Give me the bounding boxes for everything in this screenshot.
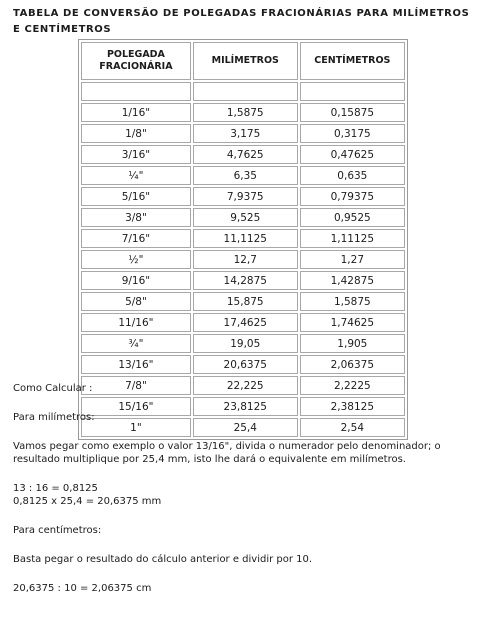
header-fractional-inch-line1: POLEGADA [106,49,165,60]
mm-step-2: 0,8125 x 25,4 = 20,6375 mm [13,496,162,507]
header-millimeters: MILÍMETROS [193,42,298,80]
table-cell-empty [300,82,405,101]
header-fractional-inch [81,42,191,80]
cell-millimeters: 3,175 [193,124,298,143]
cell-fraction: 3/8" [81,208,191,227]
cell-millimeters: 17,4625 [193,313,298,332]
header-fractional-inch-line2: FRACIONÁRIA [99,61,173,72]
cell-centimeters: 0,3175 [300,124,405,143]
mm-explanation: Vamos pegar como exemplo o valor 13/16", divida o numerador pelo denominador; o resultado multiplique por 25,4 mm, isto lhe dará o equivalente em milímetros. [13,441,441,465]
table-row [81,229,405,248]
cell-fraction: 3/16" [81,145,191,164]
cell-centimeters: 1,74625 [300,313,405,332]
cell-centimeters: 2,38125 [300,397,405,416]
cell-centimeters: 1,42875 [300,271,405,290]
table-empty-row [81,82,405,101]
cell-millimeters: 19,05 [193,334,298,353]
cell-fraction: 5/16" [81,187,191,206]
cell-fraction: ¾" [81,334,191,353]
table-row [81,145,405,164]
conversion-table [78,39,408,440]
table-row [81,313,405,332]
table-row [81,292,405,311]
page-title: TABELA DE CONVERSÃO DE POLEGADAS FRACIONÁRIAS PARA MILÍMETROS E CENTÍMETROS [13,8,470,35]
cell-fraction: 1/8" [81,124,191,143]
cell-millimeters: 22,225 [193,376,298,395]
cell-centimeters: 0,9525 [300,208,405,227]
cell-centimeters: 2,06375 [300,355,405,374]
cell-centimeters: 1,27 [300,250,405,269]
cell-fraction: 1/16" [81,103,191,122]
cell-millimeters: 23,8125 [193,397,298,416]
mm-heading: Para milímetros: [13,412,95,423]
cell-fraction: 1" [81,418,191,437]
table-row [81,208,405,227]
cell-millimeters: 1,5875 [193,103,298,122]
cell-fraction: 15/16" [81,397,191,416]
cell-fraction: 13/16" [81,355,191,374]
cell-centimeters: 1,5875 [300,292,405,311]
cell-fraction: 11/16" [81,313,191,332]
cell-millimeters: 15,875 [193,292,298,311]
cm-step-1: 20,6375 : 10 = 2,06375 cm [13,583,152,594]
table-row [81,250,405,269]
cell-centimeters: 2,54 [300,418,405,437]
cell-millimeters: 11,1125 [193,229,298,248]
cell-millimeters: 20,6375 [193,355,298,374]
cell-centimeters: 2,2225 [300,376,405,395]
cell-fraction: 7/16" [81,229,191,248]
header-centimeters: CENTÍMETROS [300,42,405,80]
cell-fraction: 7/8" [81,376,191,395]
table-header-row [81,42,405,80]
cell-fraction: 5/8" [81,292,191,311]
cell-millimeters: 9,525 [193,208,298,227]
calculation-section [13,382,479,595]
cell-centimeters: 0,635 [300,166,405,185]
cell-fraction: 9/16" [81,271,191,290]
table-row [81,124,405,143]
table-row [81,334,405,353]
cell-fraction: ¼" [81,166,191,185]
cell-centimeters: 0,79375 [300,187,405,206]
cell-millimeters: 12,7 [193,250,298,269]
table-row [81,187,405,206]
cell-centimeters: 1,11125 [300,229,405,248]
cm-heading: Para centímetros: [13,525,102,536]
cell-centimeters: 0,15875 [300,103,405,122]
cell-millimeters: 14,2875 [193,271,298,290]
table-cell-empty [81,82,191,101]
table-row [81,103,405,122]
cell-millimeters: 6,35 [193,166,298,185]
cell-millimeters: 7,9375 [193,187,298,206]
cm-explanation: Basta pegar o resultado do cálculo anterior e dividir por 10. [13,554,313,565]
table-row [81,166,405,185]
mm-step-1: 13 : 16 = 0,8125 [13,483,98,494]
cell-centimeters: 0,47625 [300,145,405,164]
table-cell-empty [193,82,298,101]
calc-heading: Como Calcular : [13,383,93,394]
cell-fraction: ½" [81,250,191,269]
cell-centimeters: 1,905 [300,334,405,353]
cell-millimeters: 4,7625 [193,145,298,164]
table-row [81,271,405,290]
table-row [81,355,405,374]
cell-millimeters: 25,4 [193,418,298,437]
